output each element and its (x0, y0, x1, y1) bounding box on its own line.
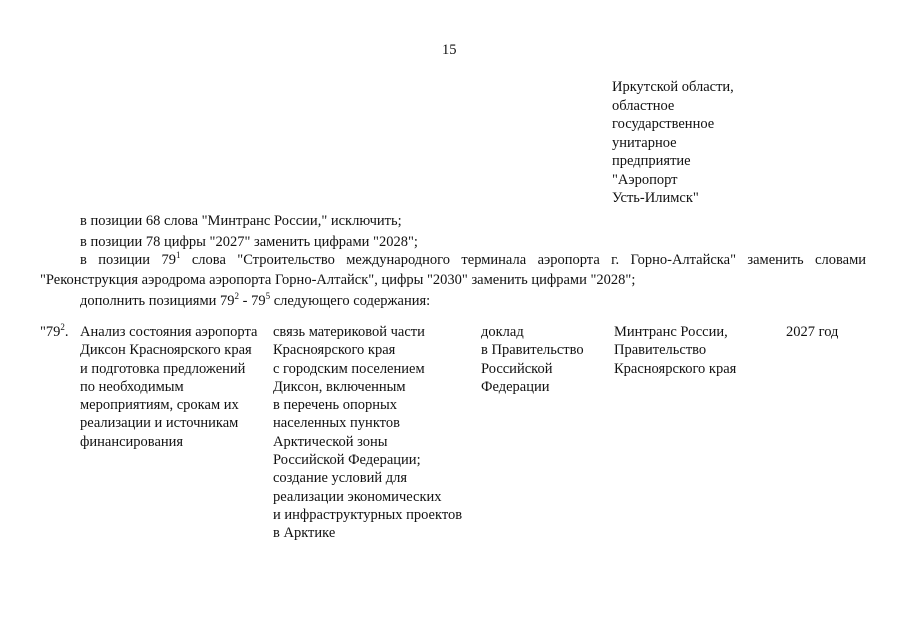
superscript: 2 (60, 322, 65, 333)
result-column (481, 323, 606, 396)
paragraph-text: слова "Строительство международного терминала аэропорта г. Горно-Алтайска" заменить словами (180, 252, 867, 268)
paragraph-text: дополнить позициями 79 (80, 293, 235, 309)
paragraph-text: в позиции 79 (80, 252, 176, 268)
amendment-paragraph (80, 293, 430, 310)
cell-line: Красноярского края (273, 342, 396, 359)
cell-line: Диксон Красноярского края (80, 342, 252, 359)
agency-line: "Аэропорт (612, 171, 678, 188)
cell-line: в перечень опорных (273, 397, 397, 414)
superscript: 2 (234, 291, 240, 302)
position-number-suffix: . (64, 324, 69, 340)
cell-line: финансирования (80, 433, 184, 450)
agency-block (612, 78, 734, 208)
cell-line: в Арктике (273, 525, 336, 542)
paragraph-text: - 79 (239, 293, 266, 309)
agency-line: унитарное (612, 134, 677, 151)
cell-line: доклад (481, 324, 524, 340)
cell-line: создание условий для (273, 470, 407, 487)
amendment-paragraph: в позиции 78 цифры "2027" заменить цифрами "2028"; (80, 234, 418, 250)
cell-line: в Правительство (481, 342, 584, 359)
cell-line: Анализ состояния аэропорта (80, 324, 258, 340)
cell-line: Российской (481, 360, 553, 377)
cell-line: связь материковой части (273, 324, 425, 340)
cell-line: мероприятиям, срокам их (80, 397, 239, 414)
paragraph-text: следующего содержания: (270, 293, 431, 309)
position-number (40, 323, 69, 341)
cell-line: с городским поселением (273, 360, 425, 377)
superscript: 5 (265, 291, 271, 302)
agency-line: государственное (612, 116, 715, 132)
cell-line: реализации экономических (273, 488, 442, 505)
cell-line: Арктической зоны (273, 433, 388, 450)
responsible-column (614, 323, 774, 378)
amendment-paragraph: в позиции 68 слова "Минтранс России," исключить; (80, 213, 402, 229)
agency-line: Иркутской области, (612, 79, 734, 95)
amendment-paragraph (80, 252, 866, 269)
cell-line: Диксон, включенным (273, 378, 406, 395)
cell-line: Правительство (614, 342, 707, 359)
agency-line: Усть-Илимск" (612, 190, 699, 206)
superscript: 1 (175, 250, 181, 261)
cell-line: и подготовка предложений (80, 360, 246, 377)
page-number: 15 (442, 42, 457, 58)
cell-line: реализации и источникам (80, 415, 239, 432)
term-column: 2027 год (786, 324, 839, 340)
agency-line: областное (612, 97, 675, 114)
agency-line: предприятие (612, 153, 691, 169)
amendment-paragraph-continuation: "Реконструкция аэродрома аэропорта Горно-Алтайск", цифры "2030" заменить цифрами "2028"; (40, 272, 636, 288)
measure-name-column (80, 323, 270, 451)
cell-line: Минтранс России, (614, 324, 728, 340)
cell-line: и инфраструктурных проектов (273, 506, 463, 523)
cell-line: Российской Федерации; (273, 452, 421, 469)
cell-line: населенных пунктов (273, 415, 400, 432)
cell-line: Федерации (481, 378, 550, 395)
cell-line: Красноярского края (614, 360, 737, 377)
position-number-prefix: "79 (40, 324, 61, 340)
cell-line: по необходимым (80, 378, 184, 395)
goal-column (273, 323, 478, 543)
